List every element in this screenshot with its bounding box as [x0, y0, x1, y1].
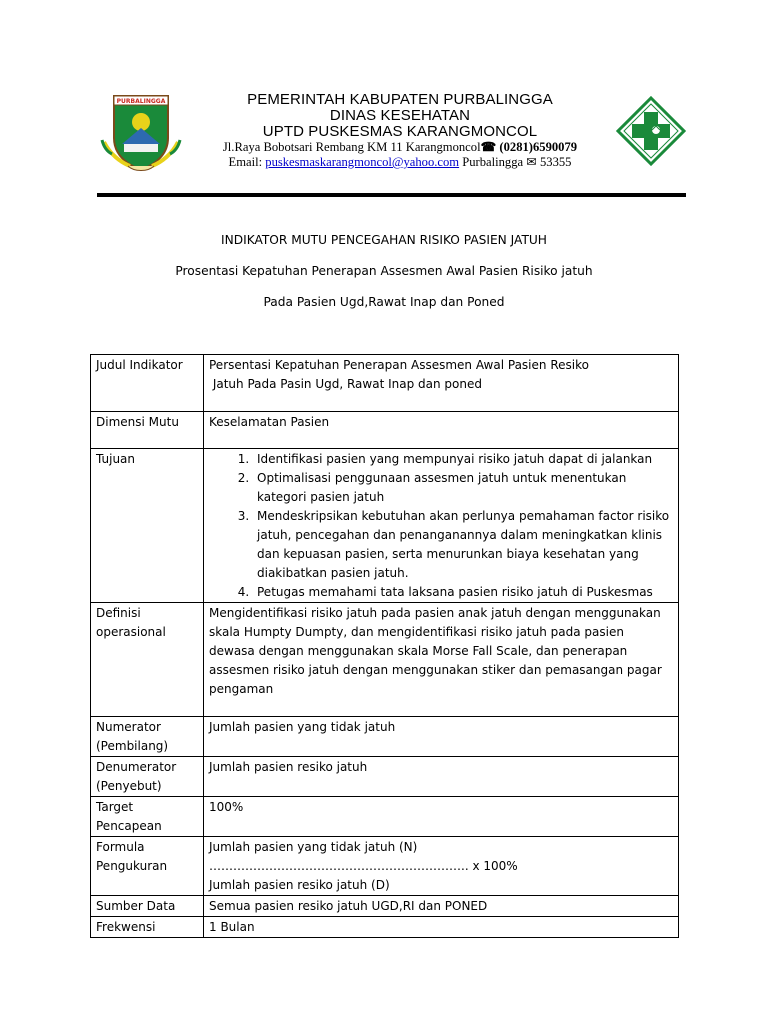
address-text: Jl.Raya Bobotsari Rembang KM 11 Karangmoncol	[222, 140, 481, 154]
document-title: INDIKATOR MUTU PENCEGAHAN RISIKO PASIEN JATUH	[221, 233, 547, 247]
table-row	[91, 797, 679, 837]
table-row	[91, 717, 679, 757]
row-value: Keselamatan Pasien	[204, 412, 679, 449]
phone-icon: ☎	[480, 140, 497, 154]
puskesmas-green-cross-logo	[616, 96, 686, 166]
document-subtitle-1: Prosentasi Kepatuhan Penerapan Assesmen Awal Pasien Risiko jatuh	[175, 264, 593, 278]
row-label: Tujuan	[91, 449, 204, 603]
formula-denominator: Jumlah pasien resiko jatuh (D)	[209, 878, 390, 892]
row-value	[204, 449, 679, 603]
tujuan-list	[209, 450, 673, 602]
row-label: Sumber Data	[91, 896, 204, 917]
list-item: 2. Optimalisasi penggunaan assesmen jatuh untuk menentukan kategori pasien jatuh	[253, 469, 673, 507]
phone-number: (0281)6590079	[499, 140, 578, 154]
agency-name: DINAS KESEHATAN	[329, 107, 471, 124]
row-label: Numerator (Pembilang)	[91, 717, 204, 757]
judul-line-1: Persentasi Kepatuhan Penerapan Assesmen Awal Pasien Resiko	[209, 358, 589, 372]
row-value: Semua pasien resiko jatuh UGD,RI dan PONED	[204, 896, 679, 917]
formula-numerator: Jumlah pasien yang tidak jatuh (N)	[209, 840, 418, 854]
row-value: 100%	[204, 797, 679, 837]
table-row	[91, 757, 679, 797]
row-value: Jumlah pasien resiko jatuh	[204, 757, 679, 797]
table-row	[91, 917, 679, 938]
list-item: 1. Identifikasi pasien yang mempunyai risiko jatuh dapat di jalankan	[253, 450, 673, 469]
row-label: Dimensi Mutu	[91, 412, 204, 449]
row-label: Judul Indikator	[91, 355, 204, 412]
email-link[interactable]: puskesmaskarangmoncol@yahoo.com	[265, 155, 460, 169]
formula-fraction-line: ……………………………………………………….. x 100%	[209, 859, 518, 873]
mail-icon: ✉	[526, 155, 537, 169]
judul-line-2: Jatuh Pada Pasin Ugd, Rawat Inap dan poned	[209, 377, 482, 391]
government-name: PEMERINTAH KABUPATEN PURBALINGGA	[247, 91, 553, 108]
row-label: Frekwensi	[91, 917, 204, 938]
email-label: Email:	[228, 155, 266, 169]
postcode-text: 53355	[536, 155, 572, 169]
purbalingga-regency-emblem	[100, 92, 182, 174]
city-text: Purbalingga	[459, 155, 527, 169]
table-row	[91, 355, 679, 412]
logo-left-text: PURBALINGGA	[116, 98, 166, 105]
row-value	[204, 837, 679, 896]
row-value	[204, 355, 679, 412]
table-row	[91, 837, 679, 896]
letterhead	[190, 92, 610, 170]
row-label: Target Pencapean	[91, 797, 204, 837]
indicator-table	[90, 354, 679, 938]
address-line	[190, 140, 610, 155]
row-label: Formula Pengukuran	[91, 837, 204, 896]
row-label: Denumerator (Penyebut)	[91, 757, 204, 797]
table-row	[91, 896, 679, 917]
table-row	[91, 603, 679, 717]
table-row	[91, 449, 679, 603]
email-line	[190, 155, 610, 170]
row-value: Mengidentifikasi risiko jatuh pada pasien anak jatuh dengan menggunakan skala Humpty Dumpty, dan mengidentifikasi risiko jatuh pada pasien dewasa dengan menggunakan skala Morse Fall Scale, dan penerapan assesmen risiko jatuh dengan menggunakan stiker dan pemasangan pagar pengaman	[204, 603, 679, 717]
table-row	[91, 412, 679, 449]
list-item: 3. Mendeskripsikan kebutuhan akan perlunya pemahaman factor risiko jatuh, pencegahan dan penanganannya dalam meningkatkan klinis dan kepuasan pasien, serta menurunkan biaya kesehatan yang diakibatkan pasien jatuh.	[253, 507, 673, 583]
row-value: Jumlah pasien yang tidak jatuh	[204, 717, 679, 757]
row-value: 1 Bulan	[204, 917, 679, 938]
unit-name: UPTD PUSKESMAS KARANGMONCOL	[262, 123, 538, 140]
list-item: 4. Petugas memahami tata laksana pasien risiko jatuh di Puskesmas	[253, 583, 673, 602]
row-label: Definisi operasional	[91, 603, 204, 717]
document-subtitle-2: Pada Pasien Ugd,Rawat Inap dan Poned	[263, 295, 505, 309]
letterhead-divider	[97, 193, 686, 197]
